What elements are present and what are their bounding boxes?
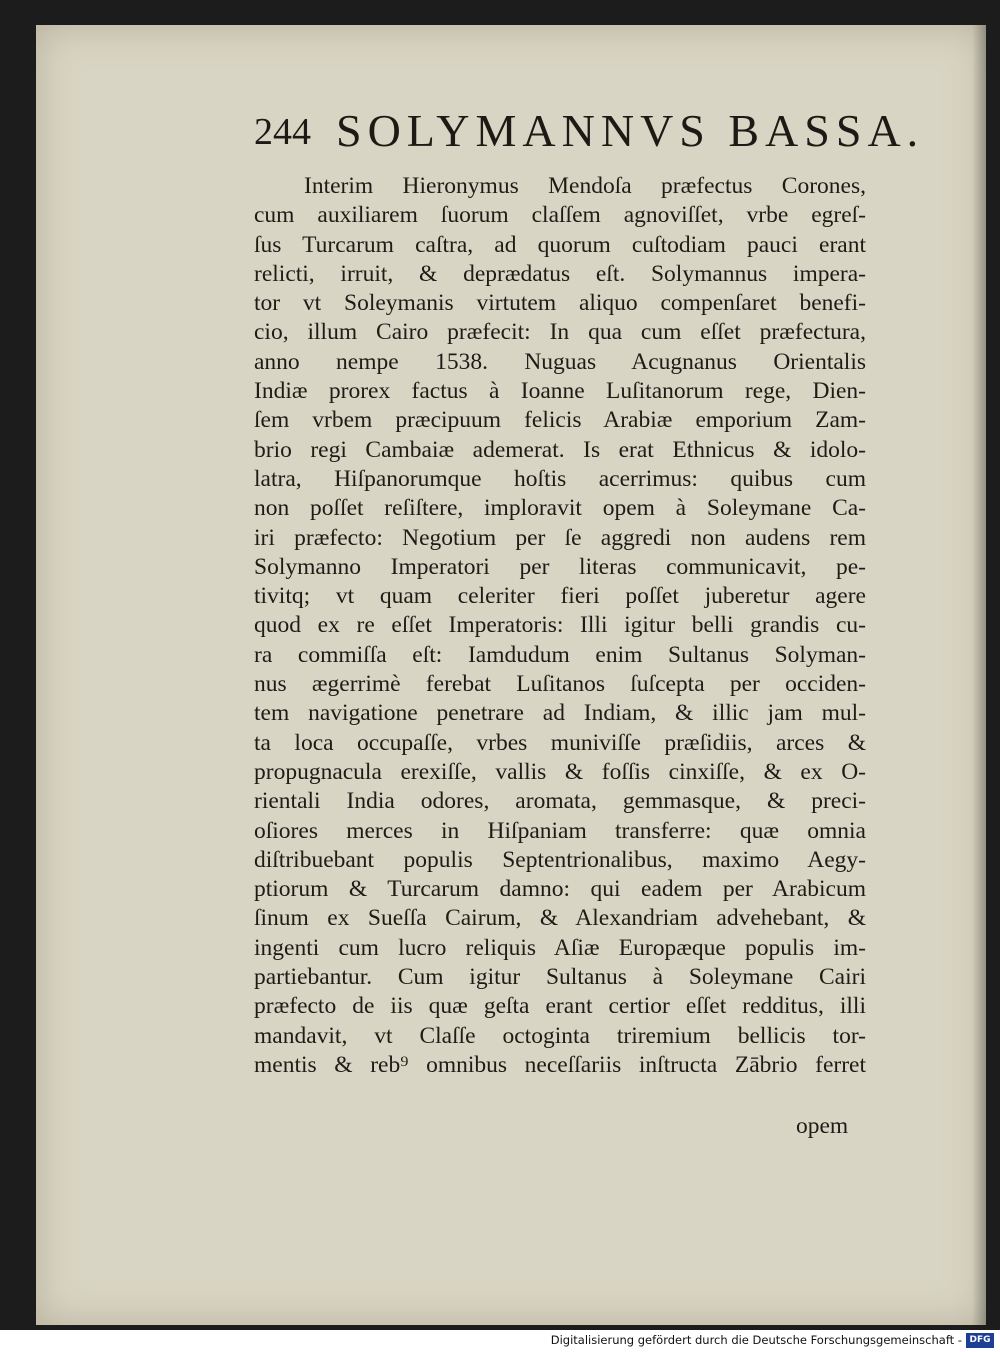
body-text — [254, 172, 866, 1080]
text-line: diſtribuebant populis Septentrionalibus, maximo Aegy- — [254, 846, 866, 873]
page-number: 244 — [254, 111, 311, 153]
text-line: relicti, irruit, & deprædatus eſt. Solymannus impera- — [254, 260, 866, 287]
text-line: præfecto de iis quæ geſta erant certior eſſet redditus, illi — [254, 993, 866, 1020]
page-header — [254, 96, 925, 166]
text-line: ptiorum & Turcarum damno: qui eadem per Arabicum — [254, 876, 866, 903]
text-line: cio, illum Cairo præfecit: In qua cum eſſet præfectura, — [254, 319, 866, 346]
text-line: non poſſet reſiſtere, imploravit opem à Soleymane Ca- — [254, 495, 866, 522]
text-line: latra, Hiſpanorumque hoſtis acerrimus: quibus cum — [254, 465, 866, 492]
text-line: mentis & reb⁹ omnibus neceſſariis inſtructa Zābrio ferret — [254, 1051, 866, 1078]
text-line: oſiores merces in Hiſpaniam transferre: quæ omnia — [254, 817, 866, 844]
footer-credit: Digitalisierung gefördert durch die Deutsche Forschungsgemeinschaft - — [550, 1333, 962, 1347]
text-line: ſinum ex Sueſſa Cairum, & Alexandriam advehebant, & — [254, 905, 866, 932]
text-line: Solymanno Imperatori per literas communicavit, pe- — [254, 553, 866, 580]
text-line: tem navigatione penetrare ad Indiam, & illic jam mul- — [254, 700, 866, 727]
dfg-logo-icon: DFG — [966, 1333, 994, 1348]
text-line: ſus Turcarum caſtra, ad quorum cuſtodiam pauci erant — [254, 231, 866, 258]
text-line: brio regi Cambaiæ ademerat. Is erat Ethnicus & idolo- — [254, 436, 866, 463]
text-line: iri præfecto: Negotium per ſe aggredi non audens rem — [254, 524, 866, 551]
text-line: Interim Hieronymus Mendoſa præfectus Corones, — [304, 173, 866, 199]
text-line: partiebantur. Cum igitur Sultanus à Soleymane Cairi — [254, 964, 866, 991]
text-line: rientali India odores, aromata, gemmasque, & preci- — [254, 788, 866, 815]
footer-bar — [0, 1330, 1000, 1352]
text-line: ra commiſſa eſt: Iamdudum enim Sultanus Solyman- — [254, 641, 866, 668]
text-line: tivitq; vt quam celeriter fieri poſſet juberetur agere — [254, 583, 866, 610]
text-line: ſem vrbem præcipuum felicis Arabiæ emporium Zam- — [254, 407, 866, 434]
text-line: cum auxiliarem ſuorum claſſem agnoviſſet, vrbe egreſ- — [254, 202, 866, 229]
text-line: nus ægerrimè ferebat Luſitanos ſuſcepta per occiden- — [254, 671, 866, 698]
text-line: tor vt Soleymanis virtutem aliquo compenſaret benefi- — [254, 290, 866, 317]
text-line: propugnacula erexiſſe, vallis & foſſis cinxiſſe, & ex O- — [254, 758, 866, 785]
text-line: mandavit, vt Claſſe octoginta triremium bellicis tor- — [254, 1022, 866, 1049]
text-line: Indiæ prorex factus à Ioanne Luſitanorum rege, Dien- — [254, 378, 866, 405]
text-line: ingenti cum lucro reliquis Aſiæ Europæque populis im- — [254, 934, 866, 961]
running-title: SOLYMANNVS BASSA. — [336, 105, 925, 156]
text-line: anno nempe 1538. Nuguas Acugnanus Orientalis — [254, 348, 866, 375]
catchword: opem — [796, 1113, 849, 1139]
text-line: ta loca occupaſſe, vrbes muniviſſe præſidiis, arces & — [254, 729, 866, 756]
text-line: quod ex re eſſet Imperatoris: Illi igitur belli grandis cu- — [254, 612, 866, 639]
